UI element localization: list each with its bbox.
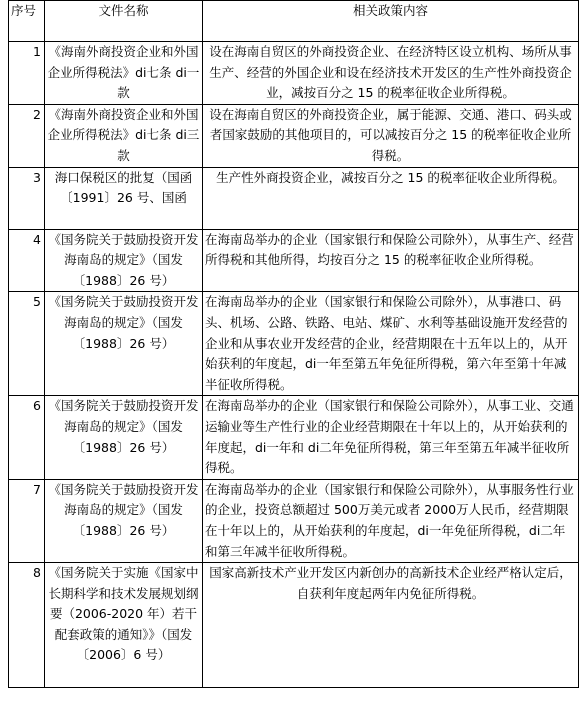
header-no: 序号: [9, 1, 45, 42]
row-number: 6: [9, 396, 45, 479]
document-name: 《国务院关于实施《国家中长期科学和技术发展规划纲要（2006-2020 年）若干配套政策的通知》》（国发〔2006〕6 号）: [45, 563, 203, 688]
policy-table: [8, 0, 579, 688]
table-row: [9, 396, 579, 479]
table-row: [9, 563, 579, 688]
table-row: [9, 479, 579, 562]
policy-content: 国家高新技术产业开发区内新创办的高新技术企业经严格认定后，自获利年度起两年内免征所得税。: [203, 563, 579, 688]
policy-content: 在海南岛举办的企业（国家银行和保险公司除外），从事生产、经营所得税和其他所得，均按百分之 15 的税率征收企业所得税。: [203, 229, 579, 292]
document-name: 《国务院关于鼓励投资开发海南岛的规定》（国发〔1988〕26 号）: [45, 229, 203, 292]
header-name: 文件名称: [45, 1, 203, 42]
policy-content: 在海南岛举办的企业（国家银行和保险公司除外），从事港口、码头、机场、公路、铁路、电站、煤矿、水利等基础设施开发经营的企业和从事农业开发经营的企业，经营期限在十五年以上的，从开始获利的年度起，di一年至第五年免征所得税，第六年至第十年减半征收所得税。: [203, 292, 579, 396]
policy-content: 在海南岛举办的企业（国家银行和保险公司除外），从事服务性行业的企业，投资总额超过 500万美元或者 2000万人民币，经营期限在十年以上的，从开始获利的年度起，di一年免征所得税，di二年和第三年减半征收所得税。: [203, 479, 579, 562]
row-number: 7: [9, 479, 45, 562]
row-number: 8: [9, 563, 45, 688]
document-name: 《国务院关于鼓励投资开发海南岛的规定》（国发〔1988〕26 号）: [45, 479, 203, 562]
table-header-row: [9, 1, 579, 42]
header-content: 相关政策内容: [203, 1, 579, 42]
document-name: 海口保税区的批复（国函〔1991〕26 号、国函: [45, 167, 203, 229]
policy-content: 在海南岛举办的企业（国家银行和保险公司除外），从事工业、交通运输业等生产性行业的企业经营期限在十年以上的，从开始获利的年度起，di一年和 di二年免征所得税，第三年至第五年减半征收所得税。: [203, 396, 579, 479]
row-number: 5: [9, 292, 45, 396]
policy-content: 生产性外商投资企业，减按百分之 15 的税率征收企业所得税。: [203, 167, 579, 229]
document-name: 《海南外商投资企业和外国企业所得税法》di七条 di一款: [45, 42, 203, 105]
policy-content: 设在海南自贸区的外商投资企业、在经济特区设立机构、场所从事生产、经营的外国企业和设在经济技术开发区的生产性外商投资企业，减按百分之 15 的税率征收企业所得税。: [203, 42, 579, 105]
document-name: 《海南外商投资企业和外国企业所得税法》di七条 di三款: [45, 104, 203, 167]
row-number: 4: [9, 229, 45, 292]
document-name: 《国务院关于鼓励投资开发海南岛的规定》（国发〔1988〕26 号）: [45, 292, 203, 396]
policy-content: 设在海南自贸区的外商投资企业，属于能源、交通、港口、码头或者国家鼓励的其他项目的，可以减按百分之 15 的税率征收企业所得税。: [203, 104, 579, 167]
table-row: [9, 292, 579, 396]
table-row: [9, 229, 579, 292]
document-name: 《国务院关于鼓励投资开发海南岛的规定》（国发〔1988〕26 号）: [45, 396, 203, 479]
row-number: 3: [9, 167, 45, 229]
table-row: [9, 104, 579, 167]
row-number: 2: [9, 104, 45, 167]
table-row: [9, 42, 579, 105]
table-row: [9, 167, 579, 229]
row-number: 1: [9, 42, 45, 105]
